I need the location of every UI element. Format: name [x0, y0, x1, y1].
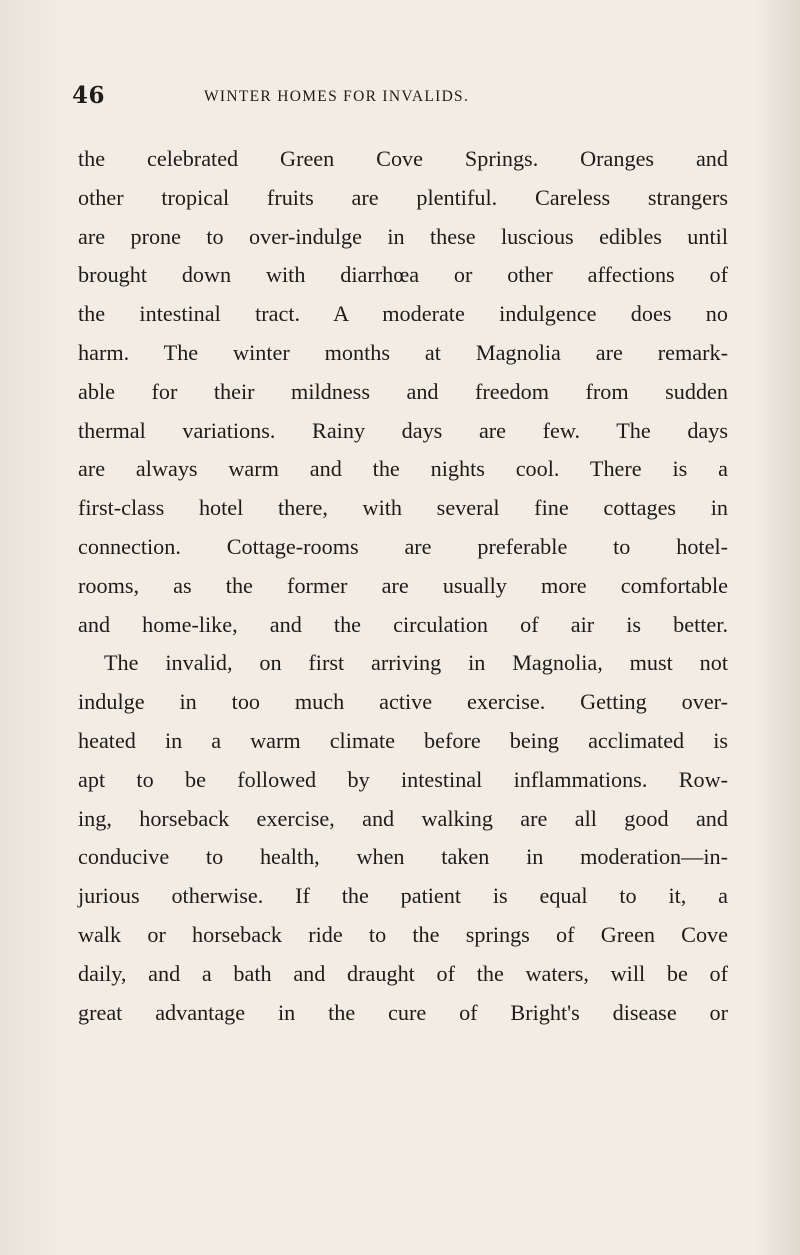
- page-header: [72, 82, 732, 118]
- text-line: the intestinal tract. A moderate indulgence does no: [78, 301, 728, 327]
- page-number: 46: [72, 82, 106, 109]
- text-line: rooms, as the former are usually more comfortable: [78, 572, 728, 598]
- running-head: WINTER HOMES FOR INVALIDS.: [204, 88, 470, 105]
- body-text: [78, 140, 728, 1032]
- text-line: and home-like, and the circulation of air is better.: [78, 611, 728, 637]
- text-line: thermal variations. Rainy days are few. The days: [78, 417, 728, 443]
- text-line: heated in a warm climate before being acclimated is: [78, 727, 728, 753]
- text-line: daily, and a bath and draught of the waters, will be of: [78, 960, 728, 986]
- text-line: ing, horseback exercise, and walking are all good and: [78, 805, 728, 831]
- text-line: indulge in too much active exercise. Getting over-: [78, 689, 728, 715]
- text-line: conducive to health, when taken in moderation—in-: [78, 844, 728, 870]
- text-line: other tropical fruits are plentiful. Careless strangers: [78, 184, 728, 210]
- text-line: are always warm and the nights cool. There is a: [78, 456, 728, 482]
- text-line: able for their mildness and freedom from sudden: [78, 378, 728, 404]
- text-line: the celebrated Green Cove Springs. Oranges and: [78, 146, 728, 171]
- text-line: are prone to over-indulge in these luscious edibles until: [78, 223, 728, 249]
- text-line: The invalid, on first arriving in Magnolia, must not: [104, 650, 728, 676]
- text-line: apt to be followed by intestinal inflammations. Row-: [78, 766, 728, 792]
- text-line: great advantage in the cure of Bright's disease or: [78, 999, 728, 1025]
- text-line: jurious otherwise. If the patient is equal to it, a: [78, 883, 728, 909]
- text-line: brought down with diarrhœa or other affections of: [78, 262, 728, 288]
- text-line: connection. Cottage-rooms are preferable to hotel-: [78, 533, 728, 559]
- text-line: harm. The winter months at Magnolia are remark-: [78, 339, 728, 365]
- text-line: walk or horseback ride to the springs of Green Cove: [78, 921, 728, 947]
- text-line: first-class hotel there, with several fine cottages in: [78, 495, 728, 521]
